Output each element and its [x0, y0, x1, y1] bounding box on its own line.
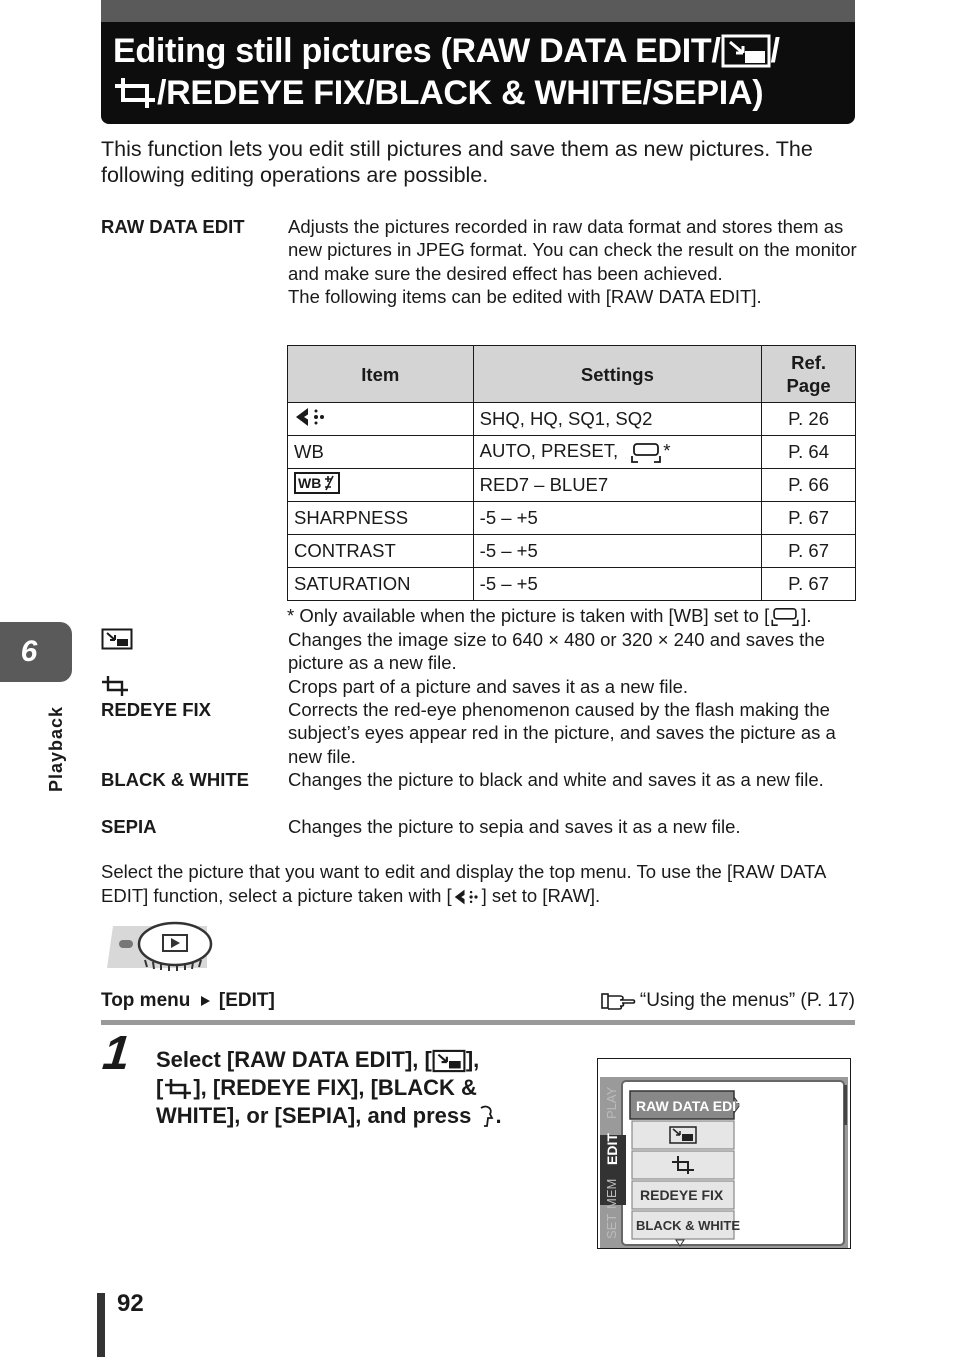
raw-desc-2: The following items can be edited with [RAW DATA EDIT]. [288, 285, 762, 307]
sepia-term: SEPIA [101, 816, 157, 837]
redeye-term: REDEYE FIX [101, 699, 211, 720]
table-cell-settings: -5 – +5 [473, 568, 762, 601]
table-header-item: Item [288, 346, 474, 403]
pointing-hand-icon [600, 990, 636, 1012]
menu-path: Top menu [EDIT] [101, 990, 275, 1011]
table-cell-item [288, 403, 474, 436]
selection-note: Select the picture that you want to edit and display the top menu. To use the [RAW DATA EDIT] function, select a picture taken with [ ] set to [RAW]. [101, 861, 826, 906]
redeye-def [101, 698, 861, 768]
one-touch-wb-icon [629, 442, 663, 464]
menu-item-raw-data-edit[interactable]: RAW DATA EDIT [636, 1098, 745, 1114]
sepia-desc: Changes the picture to sepia and saves it as a new file. [288, 816, 741, 837]
menu-tab-edit[interactable]: EDIT [604, 1133, 620, 1165]
redeye-desc: Corrects the red-eye phenomenon caused by the flash making the subject’s eyes appear red in the picture, and saves the picture as a new file. [288, 699, 836, 767]
bw-term: BLACK & WHITE [101, 769, 249, 790]
menu-reference: “Using the menus” (P. 17) [600, 990, 855, 1012]
resize-desc: Changes the image size to 640 × 480 or 320 × 240 and saves the picture as a new file. [288, 629, 825, 674]
triangle-right-icon [198, 994, 212, 1008]
resize-icon [432, 1049, 466, 1073]
table-header-ref: Ref. Page [762, 346, 856, 403]
playback-button-icon [103, 920, 215, 974]
menu-item-redeye-fix[interactable]: REDEYE FIX [640, 1187, 724, 1203]
step-number: 1 [100, 1027, 133, 1080]
table-header-settings: Settings [473, 346, 762, 403]
menu-screen-graphic [598, 1059, 852, 1250]
table-row [288, 469, 856, 502]
chapter-number: 6 [20, 635, 38, 668]
menu-tab-set[interactable]: SET [604, 1213, 619, 1239]
table-cell-ref: P. 67 [762, 568, 856, 601]
header-band [101, 0, 855, 22]
menu-item-black-white[interactable]: BLACK & WHITE [636, 1218, 740, 1233]
table-cell-settings: RED7 – BLUE7 [473, 469, 762, 502]
menu-scrollbar[interactable] [844, 1085, 847, 1125]
title-line2: /REDEYE FIX/BLACK & WHITE/SEPIA) [157, 74, 764, 112]
table-row [288, 568, 856, 601]
one-touch-wb-icon [769, 607, 801, 627]
crop-icon [101, 675, 129, 697]
table-cell-ref: P. 67 [762, 502, 856, 535]
page-number: 92 [117, 1290, 144, 1317]
crop-def [101, 675, 861, 699]
title-line1-a: Editing still pictures (RAW DATA EDIT/ [113, 32, 721, 70]
table-cell-item [288, 469, 474, 502]
table-cell-ref: P. 26 [762, 403, 856, 436]
table-cell-ref: P. 67 [762, 535, 856, 568]
bw-def [101, 768, 861, 814]
table-cell-settings: SHQ, HQ, SQ1, SQ2 [473, 403, 762, 436]
table-cell-settings: AUTO, PRESET, * [473, 436, 762, 469]
table-row [288, 502, 856, 535]
table-cell-item: WB [288, 436, 474, 469]
raw-desc-1: Adjusts the pictures recorded in raw data format and stores them as new pictures in JPEG format. You can check the result on the monitor and make sure the desired effect has been achieved. [288, 216, 857, 284]
resize-icon [721, 34, 771, 68]
menu-tab-play[interactable]: PLAY [604, 1086, 619, 1119]
wb-compensation-icon [294, 472, 340, 494]
ok-button-icon [478, 1104, 496, 1130]
menu-tab-mem[interactable]: MEM [604, 1178, 619, 1209]
table-cell-item: SATURATION [288, 568, 474, 601]
resize-def [101, 628, 861, 674]
table-row [288, 436, 856, 469]
raw-data-edit-desc [288, 215, 858, 308]
crop-icon [113, 76, 157, 110]
table-row [288, 403, 856, 436]
table-cell-settings: -5 – +5 [473, 535, 762, 568]
crop-icon [163, 1078, 193, 1100]
bw-desc: Changes the picture to black and white and saves it as a new file. [288, 769, 824, 790]
section-divider [101, 1020, 855, 1025]
table-cell-item: CONTRAST [288, 535, 474, 568]
table-cell-item: SHARPNESS [288, 502, 474, 535]
raw-edit-table [287, 345, 856, 601]
svg-text:WB: WB [298, 474, 322, 491]
resize-icon [101, 628, 133, 650]
table-cell-settings: -5 – +5 [473, 502, 762, 535]
page-number-bar [97, 1293, 105, 1357]
table-row [288, 535, 856, 568]
crop-desc: Crops part of a picture and saves it as a new file. [288, 676, 689, 697]
table-footnote: * Only available when the picture is taken with [WB] set to [ ]. [287, 605, 812, 626]
image-quality-icon [452, 888, 482, 906]
step-instruction: Select [RAW DATA EDIT], [ ], [ ], [REDEYE FIX], [BLACK & WHITE], or [SEPIA], and press . [156, 1046, 556, 1130]
image-quality-icon [294, 406, 328, 428]
table-cell-ref: P. 64 [762, 436, 856, 469]
table-cell-ref: P. 66 [762, 469, 856, 502]
menu-screen [597, 1058, 851, 1249]
raw-data-edit-def [101, 215, 861, 335]
chapter-label: Playback [46, 705, 66, 792]
intro-paragraph: This function lets you edit still pictures and save them as new pictures. The following editing operations are possible. [101, 137, 813, 187]
raw-data-edit-term: RAW DATA EDIT [101, 216, 245, 237]
table-header-row [288, 346, 856, 403]
resize-term [101, 628, 133, 655]
title-line1-b: / [770, 32, 780, 70]
page-title [101, 22, 855, 124]
sepia-def [101, 815, 861, 839]
